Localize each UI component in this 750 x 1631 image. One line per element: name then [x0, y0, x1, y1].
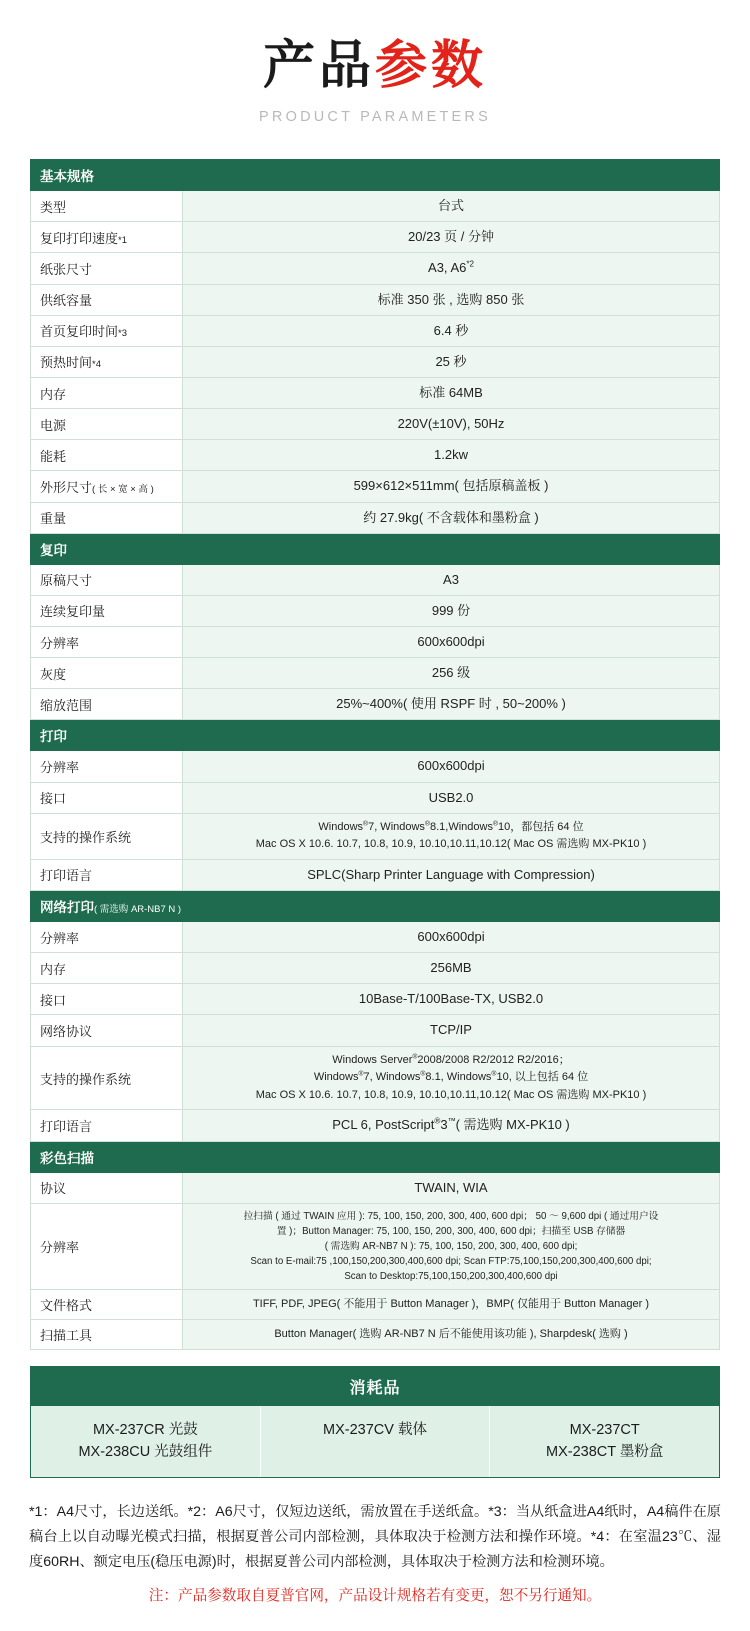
- spec-row-label-text: 电源: [40, 417, 67, 433]
- spec-row-value: 台式: [183, 191, 720, 222]
- spec-row: [31, 1046, 720, 1110]
- spec-row-label-text: 首页复印时间: [40, 324, 119, 340]
- spec-row: [31, 378, 720, 409]
- spec-row-label: [31, 346, 183, 377]
- spec-row-label-text: 纸张尺寸: [40, 262, 93, 278]
- spec-section-header: [31, 1141, 720, 1172]
- spec-row-label-text: 网络协议: [40, 1024, 93, 1040]
- spec-row-value: USB2.0: [183, 782, 720, 813]
- spec-row-value: 25%~400%( 使用 RSPF 时 , 50~200% ): [183, 689, 720, 720]
- spec-row-label: [31, 222, 183, 253]
- spec-row-label: [31, 658, 183, 689]
- spec-row: [31, 859, 720, 890]
- spec-section-name: 网络打印: [40, 900, 94, 916]
- spec-row: [31, 471, 720, 502]
- spec-row-value: 10Base-T/100Base-TX, USB2.0: [183, 984, 720, 1015]
- spec-row: [31, 222, 720, 253]
- spec-row-label-text: 接口: [40, 791, 67, 807]
- spec-row-value: 600x600dpi: [183, 751, 720, 782]
- consumables-list: [31, 1406, 719, 1477]
- spec-row-label-note: ( 长 × 宽 × 高 ): [92, 484, 154, 496]
- spec-table-body: [31, 160, 720, 1350]
- spec-row-value: 256 级: [183, 658, 720, 689]
- spec-row: [31, 315, 720, 346]
- spec-row-label-text: 供纸容量: [40, 293, 93, 309]
- spec-row-label-text: 分辨率: [40, 760, 80, 775]
- spec-row-label-text: 连续复印量: [40, 604, 106, 620]
- spec-row-value: Windows®7, Windows®8.1,Windows®10，都包括 64 位 Mac OS X 10.6. 10.7, 10.8, 10.9, 10.10,10.11,10.12( Mac OS 需选购 MX-PK10 ): [183, 813, 720, 859]
- spec-row-label: [31, 689, 183, 720]
- spec-row-value: 标准 64MB: [183, 378, 720, 409]
- spec-row-label: [31, 922, 183, 953]
- spec-row: [31, 502, 720, 533]
- spec-row-value: 标准 350 张 , 选购 850 张: [183, 284, 720, 315]
- spec-row: [31, 689, 720, 720]
- spec-row-label: [31, 813, 183, 859]
- spec-row-label-text: 接口: [40, 992, 67, 1008]
- spec-row-label-text: 内存: [40, 961, 67, 977]
- spec-row-value: 599×612×511mm( 包括原稿盖板 ): [183, 471, 720, 502]
- spec-row-value: 600x600dpi: [183, 922, 720, 953]
- consumable-item: MX-237CV 载体: [261, 1406, 491, 1477]
- spec-row-label: [31, 1289, 183, 1319]
- spec-section-name: 基本规格: [40, 169, 94, 185]
- spec-row: [31, 346, 720, 377]
- spec-row: [31, 782, 720, 813]
- spec-row: [31, 1289, 720, 1319]
- spec-row-label-text: 重量: [40, 511, 67, 527]
- spec-row-value: TCP/IP: [183, 1015, 720, 1046]
- spec-row-label-text: 支持的操作系统: [40, 1071, 132, 1087]
- spec-section-header: [31, 533, 720, 564]
- spec-row-label: [31, 409, 183, 440]
- spec-row-label: [31, 315, 183, 346]
- spec-row: [31, 1110, 720, 1141]
- spec-row-value: 999 份: [183, 595, 720, 626]
- spec-row-label: [31, 1203, 183, 1289]
- spec-section-name: 彩色扫描: [40, 1150, 94, 1166]
- spec-row-label: [31, 1319, 183, 1349]
- spec-row-label-text: 文件格式: [40, 1297, 93, 1313]
- spec-row-label-text: 外形尺寸: [40, 480, 93, 496]
- spec-row-label: [31, 191, 183, 222]
- spec-row-label: [31, 627, 183, 658]
- spec-row-label: [31, 595, 183, 626]
- spec-row-label-text: 支持的操作系统: [40, 829, 132, 845]
- spec-row-label: [31, 253, 183, 284]
- spec-row-label: [31, 751, 183, 782]
- spec-section-header: [31, 720, 720, 751]
- spec-row-value: PCL 6, PostScript®3™( 需选购 MX-PK10 ): [183, 1110, 720, 1141]
- spec-row-label-note: *3: [118, 328, 127, 340]
- spec-row-label: [31, 471, 183, 502]
- spec-row-label: [31, 859, 183, 890]
- spec-row-label-text: 原稿尺寸: [40, 573, 93, 589]
- spec-row-value: 220V(±10V), 50Hz: [183, 409, 720, 440]
- spec-row: [31, 813, 720, 859]
- spec-row-value: Windows Server®2008/2008 R2/2012 R2/2016； Windows®7, Windows®8.1, Windows®10, 以上包括 64 位 Mac OS X 10.6. 10.7, 10.8, 10.9, 10.10,10.11,10.12( Mac OS 需选购 MX-PK10 ): [183, 1046, 720, 1110]
- spec-row-value: A3: [183, 564, 720, 595]
- spec-row-label-text: 灰度: [40, 666, 67, 682]
- spec-section-header: [31, 160, 720, 191]
- spec-row-label-text: 复印打印速度: [40, 230, 119, 246]
- spec-row: [31, 627, 720, 658]
- spec-section-name: 复印: [40, 542, 67, 558]
- spec-row-value: Button Manager( 选购 AR-NB7 N 后不能使用该功能 ), Sharpdesk( 选购 ): [183, 1319, 720, 1349]
- spec-row: [31, 191, 720, 222]
- spec-row: [31, 564, 720, 595]
- spec-section-note: ( 需选购 AR-NB7 N ): [94, 904, 182, 916]
- spec-row-label: [31, 1110, 183, 1141]
- consumable-item: MX-237CT MX-238CT 墨粉盒: [545, 1421, 664, 1461]
- spec-row-label: [31, 564, 183, 595]
- spec-row-value: 拉扫描 ( 通过 TWAIN 应用 ): 75, 100, 150, 200, 300, 400, 600 dpi； 50 ～ 9,600 dpi ( 通过用户设 置 )；Button Manager: 75, 100, 150, 200, 300, 400, 600 dpi；扫描至 USB 存储器 ( 需选购 AR-NB7 N ): 75, 100, 150, 200, 300, 400, 600 dpi; Scan to E-mail:75 ,100,150,200,300,400,600 dpi; Scan FTP:75,100,150,200,300,400,600 dpi; Scan to Desktop:75,100,150,200,300,400,600 dpi: [183, 1203, 720, 1289]
- spec-row-label: [31, 1172, 183, 1203]
- spec-row: [31, 409, 720, 440]
- spec-section-title: [31, 720, 720, 751]
- spec-row-label-text: 分辨率: [40, 635, 80, 651]
- spec-row: [31, 1015, 720, 1046]
- spec-row-value: 20/23 页 / 分钟: [183, 222, 720, 253]
- spec-row: [31, 953, 720, 984]
- consumables-title: 消耗品: [31, 1367, 719, 1406]
- spec-row-value: 25 秒: [183, 346, 720, 377]
- spec-row-label-note: *1: [118, 234, 127, 246]
- spec-table: [30, 159, 720, 1350]
- consumable-item: MX-237CR 光鼓 MX-238CU 光鼓组件: [31, 1406, 261, 1477]
- spec-row: [31, 1172, 720, 1203]
- spec-row-label-text: 内存: [40, 386, 67, 402]
- spec-row-label-text: 分辨率: [40, 930, 80, 946]
- spec-row-label: [31, 984, 183, 1015]
- spec-row-label-text: 打印语言: [40, 868, 93, 884]
- page-title: [0, 38, 750, 95]
- footnotes-notice: 注：产品参数取自夏普官网，产品设计规格若有变更，恕不另行通知。: [148, 1587, 602, 1604]
- spec-row-label: [31, 1015, 183, 1046]
- footnotes-text: *1：A4尺寸，长边送纸。*2：A6尺寸，仅短边送纸，需放置在手送纸盒。*3：当从纸盒进A4纸时，A4稿件在原稿台上以自动曝光模式扫描，根据夏普公司内部检测，具体取决于检测方法和操作环境。*4：在室温23℃、湿度60RH、额定电压(稳压电源)时，根据夏普公司内部检测，具体取决于检测方法和检测环境。: [29, 1503, 721, 1571]
- spec-row-value: 1.2kw: [183, 440, 720, 471]
- page-header: [0, 0, 750, 125]
- spec-row-label: [31, 284, 183, 315]
- spec-row-label-text: 能耗: [40, 448, 67, 464]
- spec-row: [31, 253, 720, 284]
- spec-row: [31, 658, 720, 689]
- spec-row-label: [31, 1046, 183, 1110]
- spec-row-label: [31, 440, 183, 471]
- spec-row-value: 约 27.9kg( 不含载体和墨粉盒 ): [183, 502, 720, 533]
- spec-row: [31, 1203, 720, 1289]
- spec-section-title: [31, 891, 720, 922]
- spec-row-label-text: 缩放范围: [40, 697, 93, 713]
- spec-row-label-text: 类型: [40, 199, 67, 215]
- spec-row-label-text: 打印语言: [40, 1118, 93, 1134]
- spec-row: [31, 751, 720, 782]
- spec-row: [31, 1319, 720, 1349]
- spec-section-name: 打印: [40, 729, 67, 745]
- spec-section-title: [31, 160, 720, 191]
- page-title-red: 参数: [375, 37, 488, 95]
- spec-row-label-text: 协议: [40, 1181, 67, 1197]
- spec-row-value: TWAIN, WIA: [183, 1172, 720, 1203]
- spec-row-label-text: 分辨率: [40, 1239, 80, 1255]
- spec-row: [31, 440, 720, 471]
- spec-row-label-text: 扫描工具: [40, 1327, 93, 1343]
- spec-row: [31, 922, 720, 953]
- page-subtitle: PRODUCT PARAMETERS: [259, 109, 491, 126]
- spec-row-value: 256MB: [183, 953, 720, 984]
- consumables-block: [30, 1366, 720, 1478]
- spec-row-label: [31, 953, 183, 984]
- spec-section-title: [31, 1141, 720, 1172]
- spec-row-label-note: *4: [92, 359, 101, 371]
- spec-row: [31, 984, 720, 1015]
- spec-section-header: [31, 891, 720, 922]
- spec-row-label: [31, 378, 183, 409]
- spec-row-value: A3, A6$^{*2}$: [183, 253, 720, 284]
- spec-row-label: [31, 782, 183, 813]
- spec-row: [31, 595, 720, 626]
- spec-row-value: TIFF, PDF, JPEG( 不能用于 Button Manager )，BMP( 仅能用于 Button Manager ): [183, 1289, 720, 1319]
- spec-row-label: [31, 502, 183, 533]
- spec-row-value: 6.4 秒: [183, 315, 720, 346]
- spec-row-value: SPLC(Sharp Printer Language with Compression): [183, 859, 720, 890]
- spec-row-value: 600x600dpi: [183, 627, 720, 658]
- page-title-black: 产品: [262, 37, 375, 95]
- spec-row-label-text: 预热时间: [40, 355, 93, 371]
- spec-section-title: [31, 533, 720, 564]
- spec-row: [31, 284, 720, 315]
